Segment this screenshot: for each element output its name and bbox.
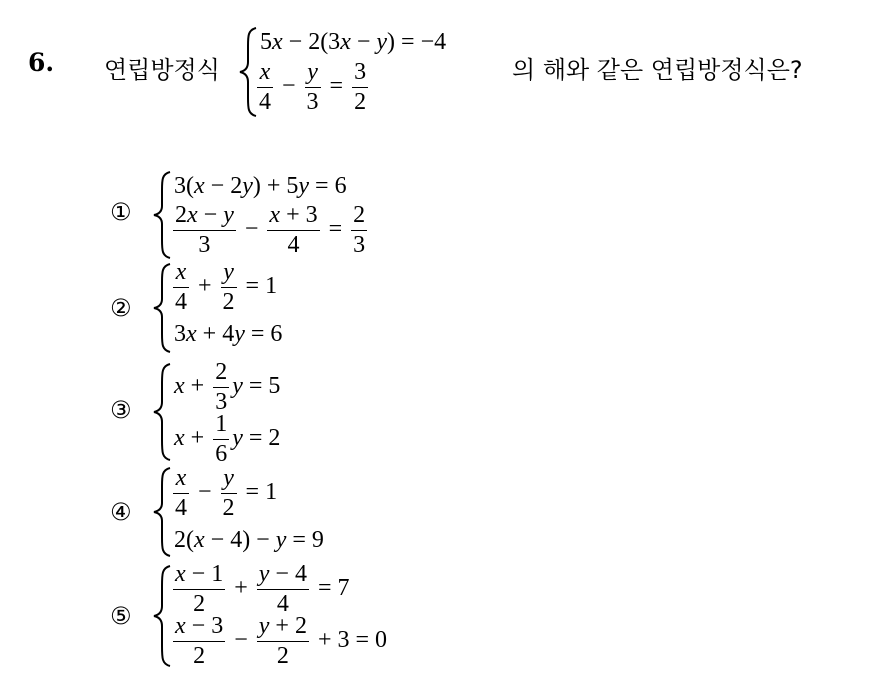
option-2-equation-2: 3x + 4y = 6 bbox=[174, 321, 283, 347]
option-1-equation-2: $\frac{2x - y}{3}$ − $\frac{x + 3}{4}$ = $\frac{2}{3}$ bbox=[175, 202, 366, 259]
option-2-equation-1: $\frac{x}{4}$ + $\frac{y}{2}$ = 1 bbox=[175, 259, 278, 316]
option-5-equation-2: $\frac{x - 3}{2}$ − $\frac{y + 2}{2}$ + 3 = 0 bbox=[175, 613, 388, 670]
option-5-equation-1: $\frac{x - 1}{2}$ + $\frac{y - 4}{4}$ = 7 bbox=[175, 561, 350, 618]
option-3-brace bbox=[152, 362, 174, 462]
given-equation-2: $\frac{x}{4}$ − $\frac{y}{3}$ = $\frac{3}{2}$ bbox=[259, 59, 367, 116]
option-4-equation-2: 2(x − 4) − y = 9 bbox=[174, 527, 324, 553]
option-3-marker[interactable]: ③ bbox=[110, 396, 132, 424]
option-4-marker[interactable]: ④ bbox=[110, 498, 132, 526]
question-number: 6. bbox=[28, 48, 55, 77]
question-suffix: 의 해와 같은 연립방정식은? bbox=[512, 56, 803, 84]
option-1-marker[interactable]: ① bbox=[110, 198, 132, 226]
option-5-marker[interactable]: ⑤ bbox=[110, 602, 132, 630]
question-prefix: 연립방정식 bbox=[104, 56, 220, 84]
option-4-equation-1: $\frac{x}{4}$ − $\frac{y}{2}$ = 1 bbox=[175, 465, 278, 522]
option-3-equation-1: x + $\frac{2}{3}$ y = 5 bbox=[174, 359, 281, 416]
option-2-marker[interactable]: ② bbox=[110, 294, 132, 322]
option-1-equation-1: 3(x − 2y) + 5y = 6 bbox=[174, 173, 347, 199]
given-equation-1: 5x − 2(3x − y) = −4 bbox=[260, 29, 447, 55]
option-3-equation-2: x + $\frac{1}{6}$ y = 2 bbox=[174, 411, 281, 468]
